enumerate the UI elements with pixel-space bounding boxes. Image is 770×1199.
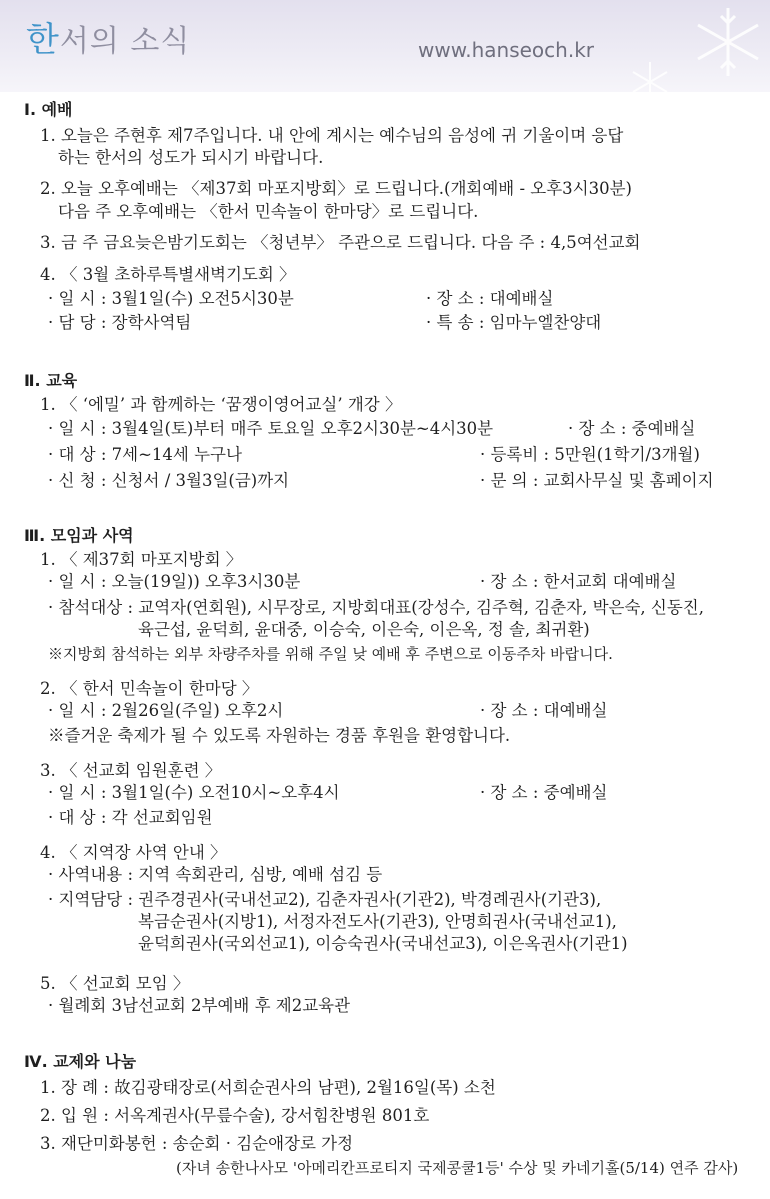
ministry-item-2: 2. 〈 한서 민속놀이 한마당 〉 bbox=[40, 679, 259, 698]
worship-item-1-line-1: 1. 오늘은 주현후 제7주입니다. 내 안에 계시는 예수님의 음성에 귀 기울이며 응답 bbox=[40, 126, 624, 145]
ministry-item-3-place: · 장 소 : 중예배실 bbox=[480, 783, 608, 802]
section-fellowship-title: Ⅳ. 교제와 나눔 bbox=[24, 1052, 137, 1071]
title-accent: 한 bbox=[26, 20, 60, 60]
ministry-item-2-place: · 장 소 : 대예배실 bbox=[480, 701, 608, 720]
section-education-title: Ⅱ. 교육 bbox=[24, 371, 78, 390]
worship-item-1-line-2: 하는 한서의 성도가 되시기 바랍니다. bbox=[58, 148, 324, 167]
ministry-item-4-regions-line-2: 복금순권사(지방1), 서정자전도사(기관3), 안명희권사(국내선교1), bbox=[138, 912, 617, 931]
education-apply: · 신 청 : 신청서 / 3월3일(금)까지 bbox=[48, 471, 290, 490]
worship-item-4-charge: · 담 당 : 장학사역팀 bbox=[48, 313, 192, 332]
ministry-item-4-regions-line-3: 윤덕희권사(국외선교1), 이승숙권사(국내선교3), 이은옥권사(기관1) bbox=[138, 934, 628, 953]
education-place: · 장 소 : 중예배실 bbox=[568, 419, 696, 438]
newsletter-title bbox=[26, 12, 190, 61]
worship-item-2-line-1: 2. 오늘 오후예배는 〈제37회 마포지방회〉로 드립니다.(개회예배 - 오후3시30분) bbox=[40, 179, 632, 198]
ministry-item-1: 1. 〈 제37회 마포지방회 〉 bbox=[40, 550, 243, 569]
fellowship-item-3-detail: (자녀 송한나사모 '아메리칸프로티지 국제콩쿨1등' 수상 및 카네기홀(5/14) 연주 감사) bbox=[176, 1159, 739, 1177]
fellowship-item-2: 2. 입 원 : 서옥계권사(무릎수술), 강서힘찬병원 801호 bbox=[40, 1106, 430, 1125]
worship-item-3: 3. 금 주 금요늦은밤기도회는 〈청년부〉 주관으로 드립니다. 다음 주 : 4,5여선교회 bbox=[40, 233, 641, 252]
ministry-item-1-note: ※지방회 참석하는 외부 차량주차를 위해 주일 낮 예배 후 주변으로 이동주차 바랍니다. bbox=[48, 645, 613, 663]
ministry-item-1-attendees-line-2: 육근섭, 윤덕희, 윤대중, 이승숙, 이은숙, 이은옥, 정 솔, 최귀환) bbox=[138, 620, 590, 639]
ministry-item-2-date: · 일 시 : 2월26일(주일) 오후2시 bbox=[48, 701, 284, 720]
title-rest: 서의 소식 bbox=[59, 24, 191, 59]
worship-item-4-place: · 장 소 : 대예배실 bbox=[426, 289, 554, 308]
worship-item-4: 4. 〈 3월 초하루특별새벽기도회 〉 bbox=[40, 265, 296, 284]
education-fee: · 등록비 : 5만원(1학기/3개월) bbox=[480, 445, 700, 464]
worship-item-2-line-2: 다음 주 오후예배는 〈한서 민속놀이 한마당〉로 드립니다. bbox=[58, 202, 479, 221]
fellowship-item-1: 1. 장 례 : 故김광태장로(서희순권사의 남편), 2월16일(목) 소천 bbox=[40, 1078, 496, 1097]
worship-item-4-special: · 특 송 : 임마누엘찬양대 bbox=[426, 313, 602, 332]
ministry-item-3: 3. 〈 선교회 임원훈련 〉 bbox=[40, 761, 222, 780]
education-inquiry: · 문 의 : 교회사무실 및 홈페이지 bbox=[480, 471, 714, 490]
ministry-item-1-place: · 장 소 : 한서교회 대예배실 bbox=[480, 572, 677, 591]
ministry-item-3-target: · 대 상 : 각 선교회임원 bbox=[48, 808, 213, 827]
church-url: www.hanseoch.kr bbox=[418, 38, 594, 62]
ministry-item-3-date: · 일 시 : 3월1일(수) 오전10시~오후4시 bbox=[48, 783, 340, 802]
education-item-1: 1. 〈 ‘에밀’ 과 함께하는 ‘꿈쟁이영어교실’ 개강 〉 bbox=[40, 395, 402, 414]
newsletter-header bbox=[0, 0, 770, 92]
ministry-item-4-regions-line-1: · 지역담당 : 권주경권사(국내선교2), 김춘자권사(기관2), 박경례권사(기관3), bbox=[48, 890, 602, 909]
ministry-item-5-detail: · 월례회 3남선교회 2부예배 후 제2교육관 bbox=[48, 996, 351, 1015]
section-ministry-title: Ⅲ. 모임과 사역 bbox=[24, 526, 134, 545]
ministry-item-4-work: · 사역내용 : 지역 속회관리, 심방, 예배 섬김 등 bbox=[48, 865, 383, 884]
worship-item-4-date: · 일 시 : 3월1일(수) 오전5시30분 bbox=[48, 289, 294, 308]
ministry-item-1-date: · 일 시 : 오늘(19일)) 오후3시30분 bbox=[48, 572, 301, 591]
education-target: · 대 상 : 7세~14세 누구나 bbox=[48, 445, 242, 464]
section-worship-title: Ⅰ. 예배 bbox=[24, 100, 73, 119]
ministry-item-1-attendees-line-1: · 참석대상 : 교역자(연회원), 시무장로, 지방회대표(강성수, 김주혁, 김춘자, 박은숙, 신동진, bbox=[48, 598, 704, 617]
ministry-item-4: 4. 〈 지역장 사역 안내 〉 bbox=[40, 843, 227, 862]
ministry-item-5: 5. 〈 선교회 모임 〉 bbox=[40, 974, 190, 993]
snowflake-decoration-icon bbox=[610, 0, 770, 120]
fellowship-item-3: 3. 재단미화봉헌 : 송순회 · 김순애장로 가정 bbox=[40, 1134, 354, 1153]
education-date: · 일 시 : 3월4일(토)부터 매주 토요일 오후2시30분~4시30분 bbox=[48, 419, 494, 438]
ministry-item-2-note: ※즐거운 축제가 될 수 있도록 자원하는 경품 후원을 환영합니다. bbox=[48, 726, 511, 745]
